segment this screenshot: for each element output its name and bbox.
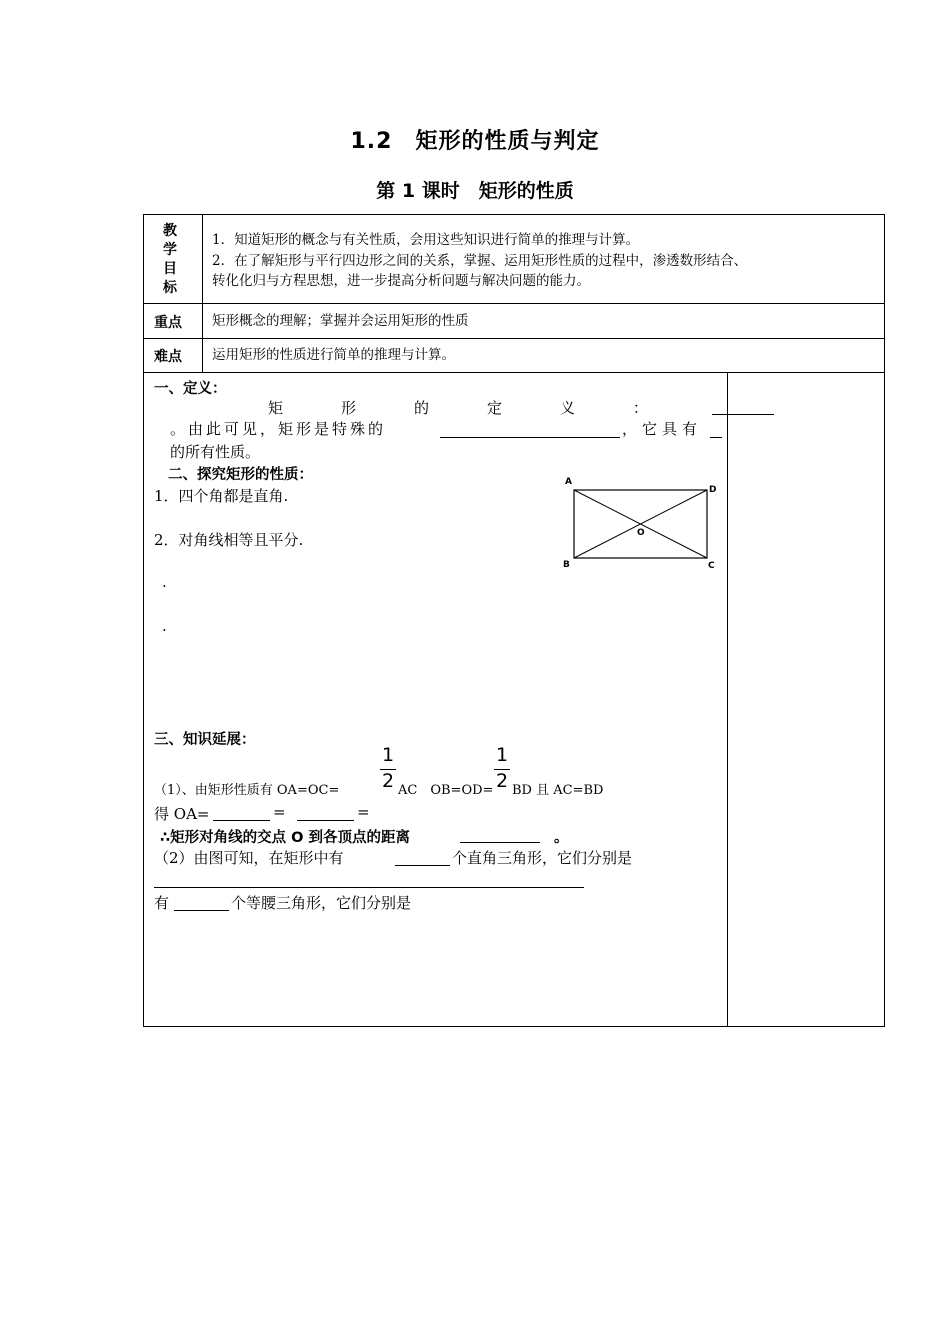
conclusion-text: ∴矩形对角线的交点 O 到各顶点的距离 <box>160 830 411 846</box>
right-triangle-count-blank[interactable] <box>395 865 450 866</box>
property-3-placeholder: . <box>162 573 167 591</box>
extension-1-text-b: AC OB=OD= <box>398 783 494 798</box>
extension-2-text-b: 个直角三角形，它们分别是 <box>452 849 633 867</box>
equals-sign-2: = <box>357 803 370 821</box>
oa-blank-1[interactable] <box>213 820 270 821</box>
objectives-label-char: 教 <box>163 223 177 239</box>
page-title: 1.2 矩形的性质与判定 <box>350 129 600 154</box>
section-extension-heading: 三、知识延展： <box>154 732 256 748</box>
table-border-top <box>143 214 885 215</box>
objective-2-continued: 转化化归与方程思想，进一步提高分析问题与解决问题的能力。 <box>212 273 590 289</box>
vertex-label-c: C <box>708 561 715 571</box>
section-definition-heading: 一、定义： <box>154 381 227 397</box>
extension-2-text-c: 有 <box>154 894 170 912</box>
objectives-label-char: 目 <box>163 261 177 277</box>
key-point-text: 矩形概念的理解；掌握并会运用矩形的性质 <box>212 313 469 329</box>
fraction-2-denominator: 2 <box>496 770 509 792</box>
table-row-divider <box>143 303 885 304</box>
fraction-1-numerator: 1 <box>382 744 395 766</box>
special-of-blank[interactable] <box>440 437 620 438</box>
objective-2: 2．在了解矩形与平行四边形之间的关系，掌握、运用矩形性质的过程中，渗透数形结合、 <box>212 253 748 269</box>
isosceles-count-blank[interactable] <box>174 910 229 911</box>
definition-char: 义 <box>559 399 575 417</box>
table-row-divider <box>143 338 885 339</box>
objectives-label-char: 学 <box>163 242 177 258</box>
definition-spaced-text <box>268 397 648 418</box>
vertex-label-a: A <box>565 477 572 487</box>
equals-sign-1: = <box>273 803 286 821</box>
table-border-left <box>143 214 144 1027</box>
definition-char: 矩 <box>268 399 284 417</box>
table-border-right <box>884 214 885 1027</box>
objectives-label-char: 标 <box>163 280 177 296</box>
objective-1: 1．知道矩形的概念与有关性质，会用这些知识进行简单的推理与计算。 <box>212 232 640 248</box>
rectangle-diagram <box>558 472 728 574</box>
label-column-divider <box>202 214 203 372</box>
section-explore-heading: 二、探究矩形的性质： <box>168 467 313 483</box>
center-label-o: O <box>637 528 645 538</box>
definition-char: 的 <box>413 399 429 417</box>
key-point-label: 重点 <box>154 315 182 331</box>
table-row-divider <box>143 372 885 373</box>
has-properties-blank[interactable] <box>710 437 722 438</box>
definition-char: 形 <box>340 399 356 417</box>
definition-char: ： <box>632 399 648 417</box>
extension-1-result-a: 得 OA= <box>154 805 210 823</box>
property-1: 1．四个角都是直角. <box>154 487 289 505</box>
objectives-label <box>163 222 177 298</box>
vertex-label-b: B <box>563 560 570 570</box>
definition-line-3: 的所有性质。 <box>170 443 261 461</box>
distance-blank[interactable] <box>460 842 540 843</box>
fraction-1-denominator: 2 <box>382 770 395 792</box>
vertex-label-d: D <box>709 485 717 495</box>
extension-2-text-d: 个等腰三角形，它们分别是 <box>231 894 412 912</box>
difficulty-text: 运用矩形的性质进行简单的推理与计算。 <box>212 347 455 363</box>
table-border-bottom <box>143 1026 885 1027</box>
property-4-placeholder: . <box>162 617 167 635</box>
property-2: 2．对角线相等且平分. <box>154 531 304 549</box>
definition-char: 定 <box>486 399 502 417</box>
notes-column-divider <box>727 372 728 1026</box>
right-triangles-list-blank[interactable] <box>154 887 584 888</box>
definition-line-2a: 。由此可见，矩形是特殊的 <box>170 420 387 438</box>
lesson-subtitle: 第 1 课时 矩形的性质 <box>376 180 574 202</box>
definition-line-2b: ，它具有 <box>622 420 703 438</box>
extension-2-text-a: （2）由图可知，在矩形中有 <box>154 849 344 867</box>
extension-1-text-a: （1）、由矩形性质有 OA=OC= <box>154 783 340 798</box>
difficulty-label: 难点 <box>154 349 182 365</box>
definition-blank[interactable] <box>712 414 774 415</box>
oa-blank-2[interactable] <box>297 820 354 821</box>
extension-1-text-c: BD 且 AC=BD <box>512 783 604 798</box>
conclusion-period: 。 <box>554 830 569 846</box>
fraction-2-numerator: 1 <box>496 744 509 766</box>
